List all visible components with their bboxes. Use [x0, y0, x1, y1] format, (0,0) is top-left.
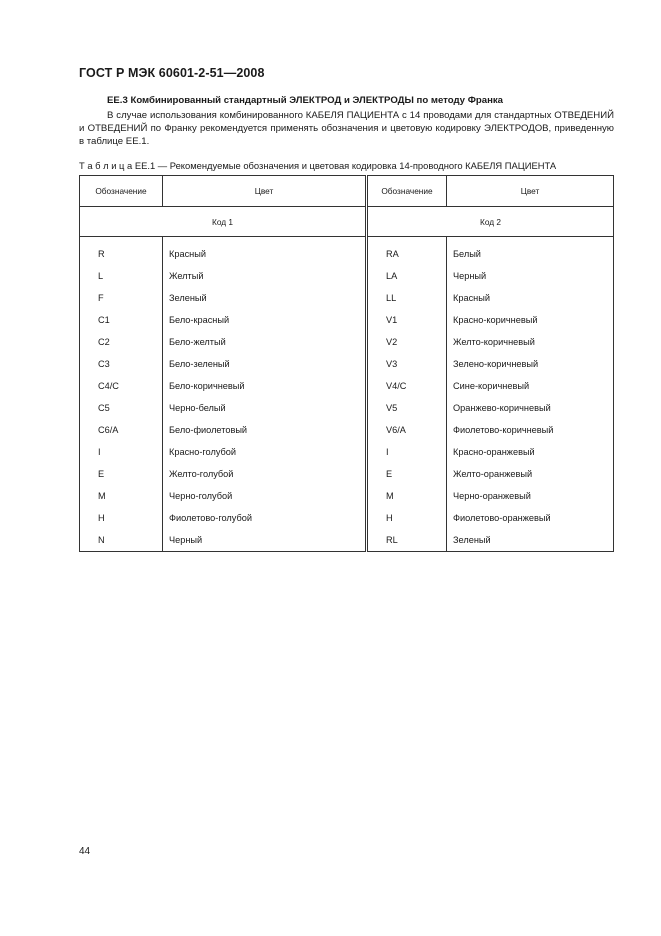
header-color-2: Цвет — [447, 176, 614, 207]
designation-2-cell: V1 — [367, 309, 447, 331]
table-row — [80, 265, 614, 287]
designation-1-cell: L — [80, 265, 163, 287]
designation-1-cell: C3 — [80, 353, 163, 375]
color-1-cell: Желто-голубой — [163, 463, 367, 485]
designation-2-cell: LA — [367, 265, 447, 287]
color-2-cell: Фиолетово-коричневый — [447, 419, 614, 441]
table-row — [80, 441, 614, 463]
color-2-cell: Фиолетово-оранжевый — [447, 507, 614, 529]
designation-1-cell: E — [80, 463, 163, 485]
designation-2-cell: I — [367, 441, 447, 463]
designation-1-cell: R — [80, 243, 163, 265]
table-row — [80, 529, 614, 552]
color-1-cell: Бело-фиолетовый — [163, 419, 367, 441]
color-1-cell: Черно-белый — [163, 397, 367, 419]
body-paragraph: В случае использования комбинированного КАБЕЛЯ ПАЦИЕНТА с 14 проводами для стандартных ОТВЕДЕНИЙ и ОТВЕДЕНИЙ по Франку рекомендуется применять обозначения и цветовую кодировку ЭЛЕКТРОДОВ, приведенную в таблице ЕЕ.1. — [79, 110, 614, 147]
designation-2-cell: V5 — [367, 397, 447, 419]
color-2-cell: Белый — [447, 243, 614, 265]
designation-2-cell: H — [367, 507, 447, 529]
designation-2-cell: RL — [367, 529, 447, 552]
table-row — [80, 463, 614, 485]
color-2-cell: Желто-коричневый — [447, 331, 614, 353]
electrode-color-table — [79, 175, 614, 552]
color-1-cell: Бело-желтый — [163, 331, 367, 353]
table-row — [80, 309, 614, 331]
table-row — [80, 485, 614, 507]
color-1-cell: Бело-коричневый — [163, 375, 367, 397]
designation-1-cell: C1 — [80, 309, 163, 331]
designation-1-cell: C2 — [80, 331, 163, 353]
designation-2-cell: V3 — [367, 353, 447, 375]
color-2-cell: Оранжево-коричневый — [447, 397, 614, 419]
designation-1-cell: I — [80, 441, 163, 463]
code-row — [80, 207, 614, 237]
color-1-cell: Желтый — [163, 265, 367, 287]
table-row — [80, 331, 614, 353]
designation-2-cell: M — [367, 485, 447, 507]
table-row — [80, 397, 614, 419]
designation-1-cell: C6/A — [80, 419, 163, 441]
color-2-cell: Красно-оранжевый — [447, 441, 614, 463]
table-header-row — [80, 176, 614, 207]
designation-1-cell: H — [80, 507, 163, 529]
color-1-cell: Фиолетово-голубой — [163, 507, 367, 529]
table-row — [80, 375, 614, 397]
table-row — [80, 353, 614, 375]
designation-2-cell: RA — [367, 243, 447, 265]
designation-1-cell: C4/C — [80, 375, 163, 397]
color-1-cell: Бело-зеленый — [163, 353, 367, 375]
color-2-cell: Красный — [447, 287, 614, 309]
section-title: ЕЕ.3 Комбинированный стандартный ЭЛЕКТРОД и ЭЛЕКТРОДЫ по методу Франка — [107, 95, 504, 106]
table-row — [80, 287, 614, 309]
header-designation-1: Обозначение — [80, 176, 163, 207]
designation-2-cell: V6/A — [367, 419, 447, 441]
color-2-cell: Желто-оранжевый — [447, 463, 614, 485]
color-1-cell: Красный — [163, 243, 367, 265]
color-2-cell: Сине-коричневый — [447, 375, 614, 397]
table-row — [80, 243, 614, 265]
table-row — [80, 507, 614, 529]
designation-2-cell: E — [367, 463, 447, 485]
designation-1-cell: N — [80, 529, 163, 552]
header-designation-2: Обозначение — [367, 176, 447, 207]
color-1-cell: Бело-красный — [163, 309, 367, 331]
designation-2-cell: LL — [367, 287, 447, 309]
color-1-cell: Зеленый — [163, 287, 367, 309]
color-2-cell: Красно-коричневый — [447, 309, 614, 331]
table-row — [80, 419, 614, 441]
color-2-cell: Черный — [447, 265, 614, 287]
color-2-cell: Черно-оранжевый — [447, 485, 614, 507]
designation-1-cell: C5 — [80, 397, 163, 419]
color-2-cell: Зеленый — [447, 529, 614, 552]
document-header: ГОСТ Р МЭК 60601-2-51—2008 — [79, 66, 265, 80]
code-2-label: Код 2 — [367, 207, 614, 237]
designation-2-cell: V4/C — [367, 375, 447, 397]
designation-1-cell: M — [80, 485, 163, 507]
color-1-cell: Черно-голубой — [163, 485, 367, 507]
code-1-label: Код 1 — [80, 207, 367, 237]
header-color-1: Цвет — [163, 176, 367, 207]
color-2-cell: Зелено-коричневый — [447, 353, 614, 375]
designation-2-cell: V2 — [367, 331, 447, 353]
color-1-cell: Красно-голубой — [163, 441, 367, 463]
page-number: 44 — [79, 846, 91, 857]
designation-1-cell: F — [80, 287, 163, 309]
color-1-cell: Черный — [163, 529, 367, 552]
table-caption: Т а б л и ц а ЕЕ.1 — Рекомендуемые обозначения и цветовая кодировка 14-проводного КАБЕЛЯ ПАЦИЕНТА — [79, 160, 557, 171]
